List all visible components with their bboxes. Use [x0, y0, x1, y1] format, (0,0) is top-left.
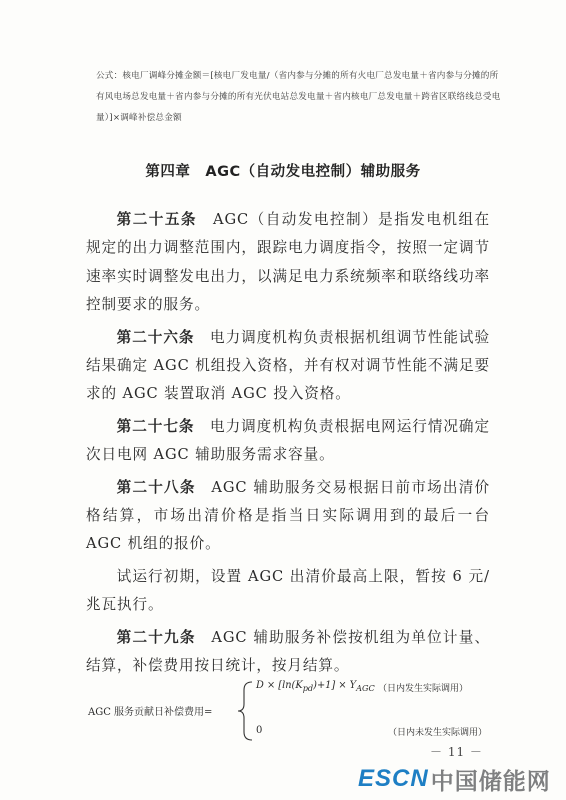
article-text: 电力调度机构负责根据电网运行情况确定次日电网 AGC 辅助服务需求容量。	[86, 417, 490, 464]
article-28	[86, 474, 490, 559]
article-text: 试运行初期，设置 AGC 出清价最高上限，暂按 6 元/兆瓦执行。	[86, 567, 490, 614]
article-text: AGC 辅助服务交易根据日前市场出清价格结算，市场出清价格是指当日实际调用到的最后一台 AGC 机组的报价。	[86, 478, 490, 553]
article-label: 第二十五条	[116, 211, 197, 228]
article-label: 第二十七条	[116, 417, 195, 435]
page-number: － 11 －	[430, 745, 483, 759]
formula-case-not-called: 0	[256, 725, 263, 736]
formula-case-called-note: （日内发生实际调用）	[378, 684, 469, 694]
article-28-paragraph-2	[86, 563, 490, 620]
formula-case-called: $D \times [\ln(K_{pd})+1] \times Y_{AGC}$	[256, 680, 375, 693]
article-27	[86, 413, 490, 470]
formula-lhs: AGC 服务贡献日补偿费用=	[88, 707, 213, 718]
article-text: AGC（自动发电控制）是指发电机组在规定的出力调整范围内，跟踪电力调度指令，按照一定调节速率实时调整发电出力，以满足电力系统频率和联络线功率控制要求的服务。	[86, 211, 490, 314]
watermark-text: 中国储能网	[430, 768, 551, 795]
article-text: AGC 辅助服务补偿按机组为单位计量、结算，补偿费用按日统计，按月结算。	[86, 628, 490, 675]
watermark	[358, 763, 551, 795]
article-25	[86, 206, 490, 320]
left-brace-icon	[236, 680, 254, 742]
agc-compensation-formula	[88, 672, 528, 752]
chapter-title: 第四章 AGC（自动发电控制）辅助服务	[145, 164, 421, 180]
article-26	[86, 324, 490, 409]
document-body	[86, 206, 490, 685]
article-label: 第二十八条	[116, 478, 196, 496]
formula-case-not-called-note: （日内未发生实际调用）	[388, 728, 488, 738]
formula-note: 公式：核电厂调峰分摊金额＝[核电厂发电量/（省内参与分摊的所有火电厂总发电量＋省内参与分摊的所有风电场总发电量＋省内参与分摊的所有光伏电站总发电量＋省内核电厂总发电量＋跨省区联络线总受电量）]×调峰补偿总金额	[96, 71, 501, 123]
article-text: 电力调度机构负责根据机组调节性能试验结果确定 AGC 机组投入资格，并有权对调节性能不满足要求的 AGC 装置取消 AGC 投入资格。	[86, 328, 490, 403]
escn-logo: ESCN	[358, 765, 429, 792]
article-label: 第二十六条	[116, 328, 195, 346]
article-label: 第二十九条	[116, 628, 196, 646]
